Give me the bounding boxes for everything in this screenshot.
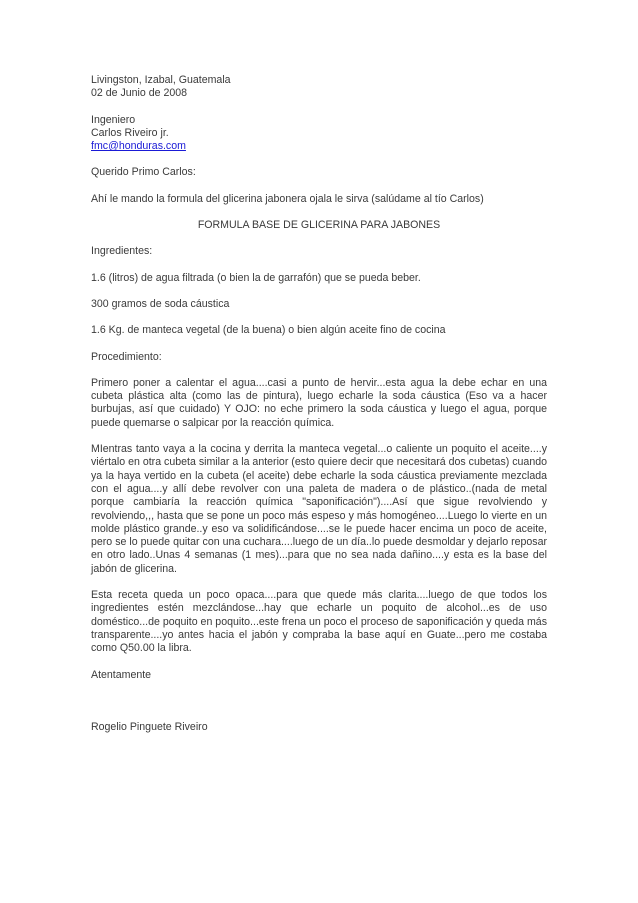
recipient-title: Ingeniero [91,113,136,126]
procedure-label: Procedimiento: [91,350,162,363]
procedure-paragraph: Primero poner a calentar el agua....casi a punto de hervir...esta agua la debe echar en una cubeta plástica alta (como las de pintura), luego echarle la soda cáustica (Eso va a hacer burbujas, así que cuidado) Y OJO: no eche primero la soda cáustica y luego el agua, porque puede quemarse o salpicar por la reacción química. [91,376,547,429]
recipient-email-link[interactable]: fmc@honduras.com [91,140,186,153]
closing: Atentamente [91,668,152,681]
signature-name: Rogelio Pinguete Riveiro [91,720,208,733]
ingredient-item: 1.6 (litros) de agua filtrada (o bien la de garrafón) que se pueda beber. [91,271,421,284]
procedure-paragraph: Esta receta queda un poco opaca....para que quede más clarita....luego de que todos los ingredientes estén mezclándose...hay que echarle un poquito de alcohol...es de uso doméstico...de poquito en poquito...este frena un poco el proceso de saponificación y queda más transparente....yo antes hacia el jabón y compraba la base aquí en Guate...pero me costaba como Q50.00 la libra. [91,589,547,655]
ingredient-item: 300 gramos de soda cáustica [91,297,230,310]
recipient-name: Carlos Riveiro jr. [91,126,169,139]
salutation: Querido Primo Carlos: [91,166,196,179]
procedure-paragraph: MIentras tanto vaya a la cocina y derrita la manteca vegetal...o caliente un poquito el aceite....y viértalo en otra cubeta similar a la anterior (esto quiere decir que necesitará dos cubetas) cuando ya la haya vertido en la cubeta (el aceite) debe echarle la soda cáustica previamente mezclada con el agua....y allí debe revolver con una paleta de madera o de plástico..(nada de metal porque cambiaría la reacción química "saponificación")....Así que sigue revolviendo y revolviendo,,, hasta que se pone un poco más espeso y más homogéneo....Luego lo vierte en un molde plástico grande..y eso va solidificándose....se le puede hacer encima un poco de aceite, pero se lo puede quitar con una cuchara....luego de un día..lo puede desmoldar y dejarlo reposar en otro lado..Unas 4 semanas (1 mes)...para que no sea nada dañino....y esta es la base del jabón de glicerina. [91,443,547,575]
intro-text: Ahí le mando la formula del glicerina jabonera ojala le sirva (salúdame al tío Carlos) [91,192,484,205]
letter-date: 02 de Junio de 2008 [91,87,188,100]
ingredient-item: 1.6 Kg. de manteca vegetal (de la buena) o bien algún aceite fino de cocina [91,324,446,337]
letter-body [91,74,547,734]
letter-place: Livingston, Izabal, Guatemala [91,74,231,86]
ingredients-label: Ingredientes: [91,245,153,258]
recipe-heading: FORMULA BASE DE GLICERINA PARA JABONES [197,219,441,232]
